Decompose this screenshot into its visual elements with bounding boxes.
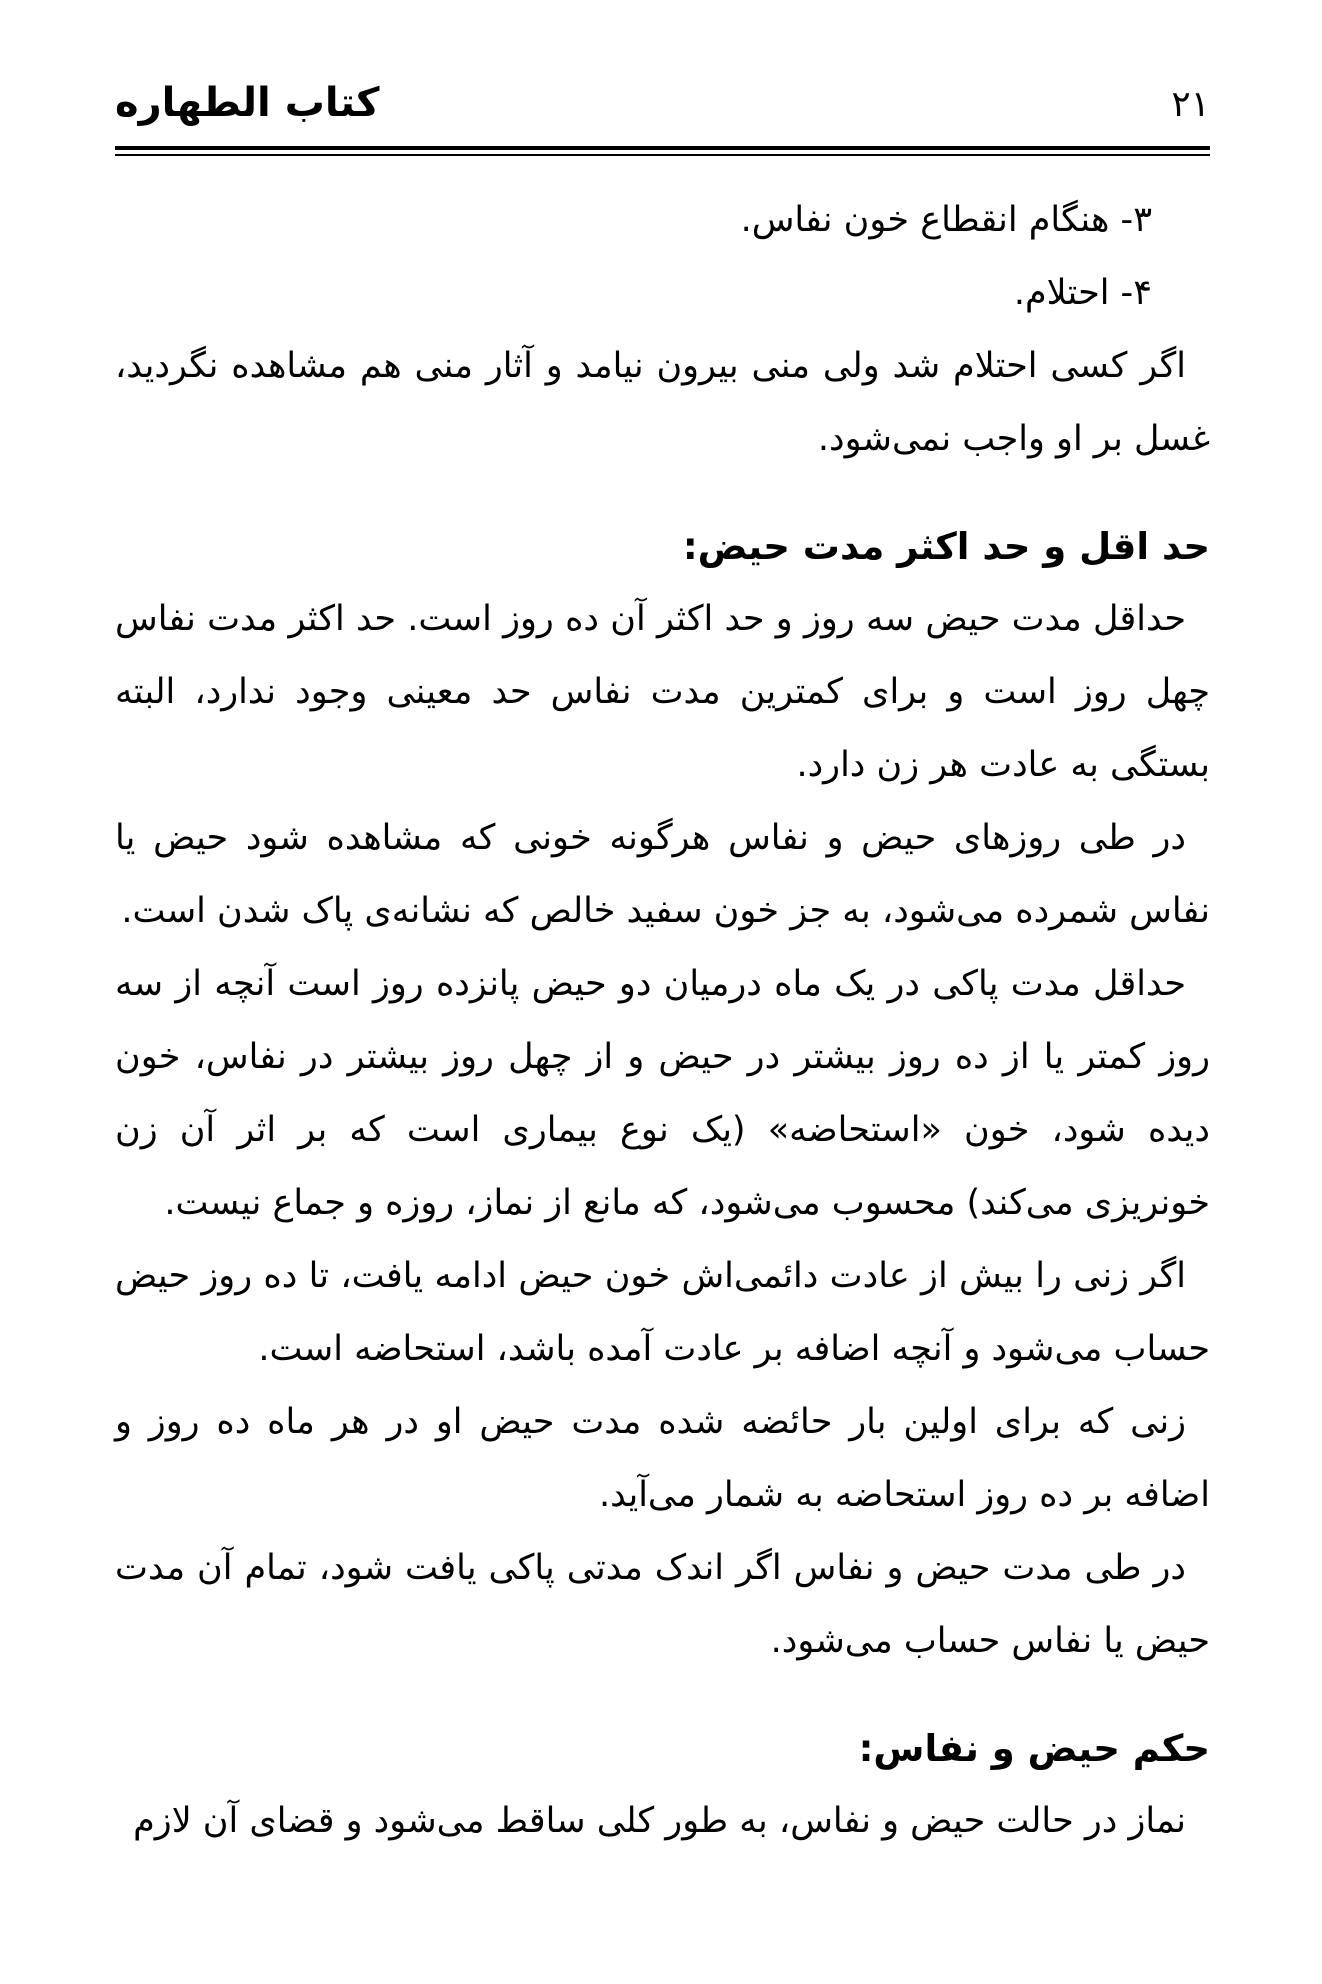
paragraph-first-time-haydh: زنی که برای اولین بار حائضه شده مدت حیض او در هر ماه ده روز و اضافه بر ده روز استحاضه به شمار می‌آید. <box>115 1402 1210 1515</box>
paragraph-blood-during-days: در طی روزهای حیض و نفاس هرگونه خونی که مشاهده شود حیض یا نفاس شمرده می‌شود، به جز خون سفید خالص که نشانه‌ی پاک شدن است. <box>115 818 1210 931</box>
paragraph-prayer-dropped: نماز در حالت حیض و نفاس، به طور کلی ساقط می‌شود و قضای آن لازم <box>133 1801 1186 1841</box>
page-body <box>115 184 1210 1858</box>
numbered-item-3: ۳- هنگام انقطاع خون نفاس. <box>740 200 1152 240</box>
section-heading-haydh-limits: حد اقل و حد اکثر مدت حیض: <box>682 525 1210 568</box>
paragraph-purity-istihadha: حداقل مدت پاکی در یک ماه درمیان دو حیض پانزده روز است آنچه از سه روز کمتر یا از ده روز بیشتر در حیض و از چهل روز بیشتر در نفاس، خون دیده شود، خون «استحاضه» (یک نوع بیماری است که بر اثر آن زن خونریزی می‌کند) محسوب می‌شود، که مانع از نماز، روزه و جماع نیست. <box>115 964 1210 1223</box>
header-double-rule <box>115 146 1210 156</box>
book-title: كتاب الطهاره <box>115 80 380 126</box>
page-header <box>115 80 1210 126</box>
paragraph-exceeding-habit: اگر زنی را بیش از عادت دائمی‌اش خون حیض ادامه یافت، تا ده روز حیض حساب می‌شود و آنچه اضافه بر عادت آمده باشد، استحاضه است. <box>115 1256 1210 1369</box>
numbered-item-4: ۴- احتلام. <box>1013 273 1152 313</box>
paragraph-min-max-duration: حداقل مدت حیض سه روز و حد اکثر آن ده روز است. حد اکثر مدت نفاس چهل روز است و برای کمترین مدت نفاس حد معینی وجود ندارد، البته بستگی به عادت هر زن دارد. <box>115 599 1210 785</box>
paragraph-short-purity: در طی مدت حیض و نفاس اگر اندک مدتی پاکی یافت شود، تمام آن مدت حیض یا نفاس حساب می‌شود. <box>115 1548 1210 1661</box>
section-heading-hukm-haydh-nifas: حکم حیض و نفاس: <box>858 1727 1210 1770</box>
page-number: ۲۱ <box>1171 84 1210 125</box>
paragraph-ihtilam-rule: اگر کسی احتلام شد ولی منی بیرون نیامد و آثار منی هم مشاهده نگردید، غسل بر او واجب نمی‌شود. <box>115 346 1210 459</box>
